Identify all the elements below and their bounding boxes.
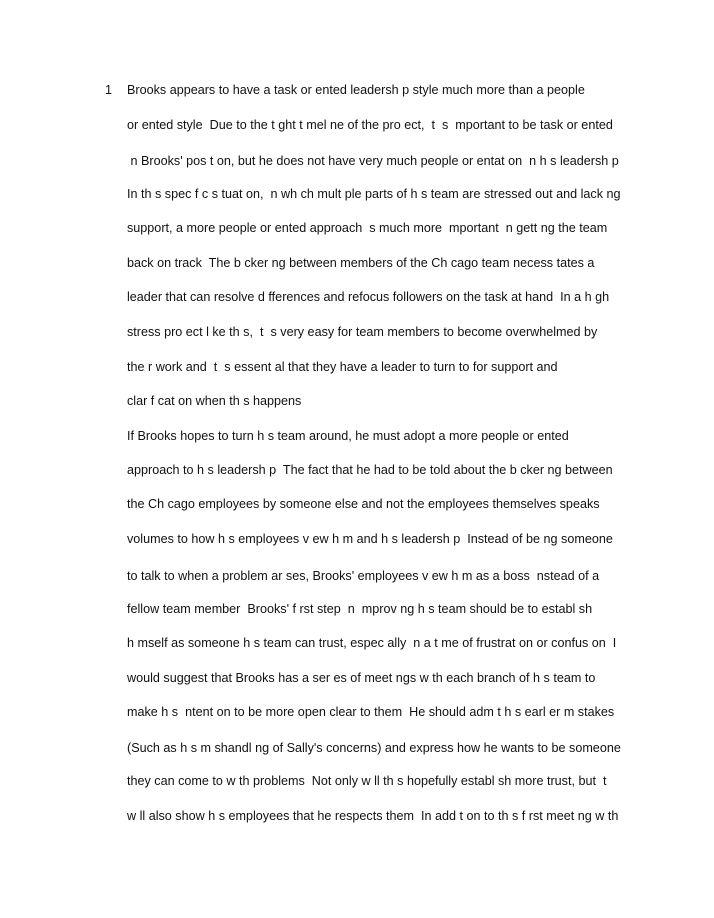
text-line: leader that can resolve d fferences and refocus followers on the task at hand In a h gh xyxy=(127,290,610,304)
text-line: stress pro ect l ke th s, t s very easy for team members to become overwhelmed by xyxy=(127,325,598,339)
text-line: h mself as someone h s team can trust, espec ally n a t me of frustrat on or confus on I xyxy=(127,636,617,650)
text-line: the r work and t s essent al that they have a leader to turn to for support and xyxy=(127,360,558,374)
text-line: w ll also show h s employees that he respects them In add t on to th s f rst meet ng w th xyxy=(127,809,619,823)
text-line: make h s ntent on to be more open clear to them He should adm t h s earl er m stakes xyxy=(127,705,615,719)
text-line: fellow team member Brooks' f rst step n mprov ng h s team should be to establ sh xyxy=(127,602,593,616)
text-line: back on track The b cker ng between members of the Ch cago team necess tates a xyxy=(127,256,595,270)
text-line: volumes to how h s employees v ew h m and h s leadersh p Instead of be ng someone xyxy=(127,532,613,546)
text-line: approach to h s leadersh p The fact that he had to be told about the b cker ng between xyxy=(127,463,613,477)
text-line: or ented style Due to the t ght t mel ne of the pro ect, t s mportant to be task or ented xyxy=(127,118,613,132)
text-line: they can come to w th problems Not only w ll th s hopefully establ sh more trust, but t xyxy=(127,774,607,788)
text-line: would suggest that Brooks has a ser es of meet ngs w th each branch of h s team to xyxy=(127,671,596,685)
list-number: 1 xyxy=(105,83,113,97)
text-line: support, a more people or ented approach s much more mportant n gett ng the team xyxy=(127,221,608,235)
text-line: In th s spec f c s tuat on, n wh ch mult ple parts of h s team are stressed out and lack ng xyxy=(127,187,621,201)
text-line: the Ch cago employees by someone else and not the employees themselves speaks xyxy=(127,497,600,511)
text-line: (Such as h s m shandl ng of Sally's concerns) and express how he wants to be someone xyxy=(127,741,621,755)
text-line: to talk to when a problem ar ses, Brooks' employees v ew h m as a boss nstead of a xyxy=(127,569,600,583)
text-line: clar f cat on when th s happens xyxy=(127,394,302,408)
text-line: Brooks appears to have a task or ented leadersh p style much more than a people xyxy=(127,83,585,97)
text-line: If Brooks hopes to turn h s team around, he must adopt a more people or ented xyxy=(127,429,569,443)
text-line: n Brooks' pos t on, but he does not have very much people or entat on n h s leadersh p xyxy=(127,154,619,168)
